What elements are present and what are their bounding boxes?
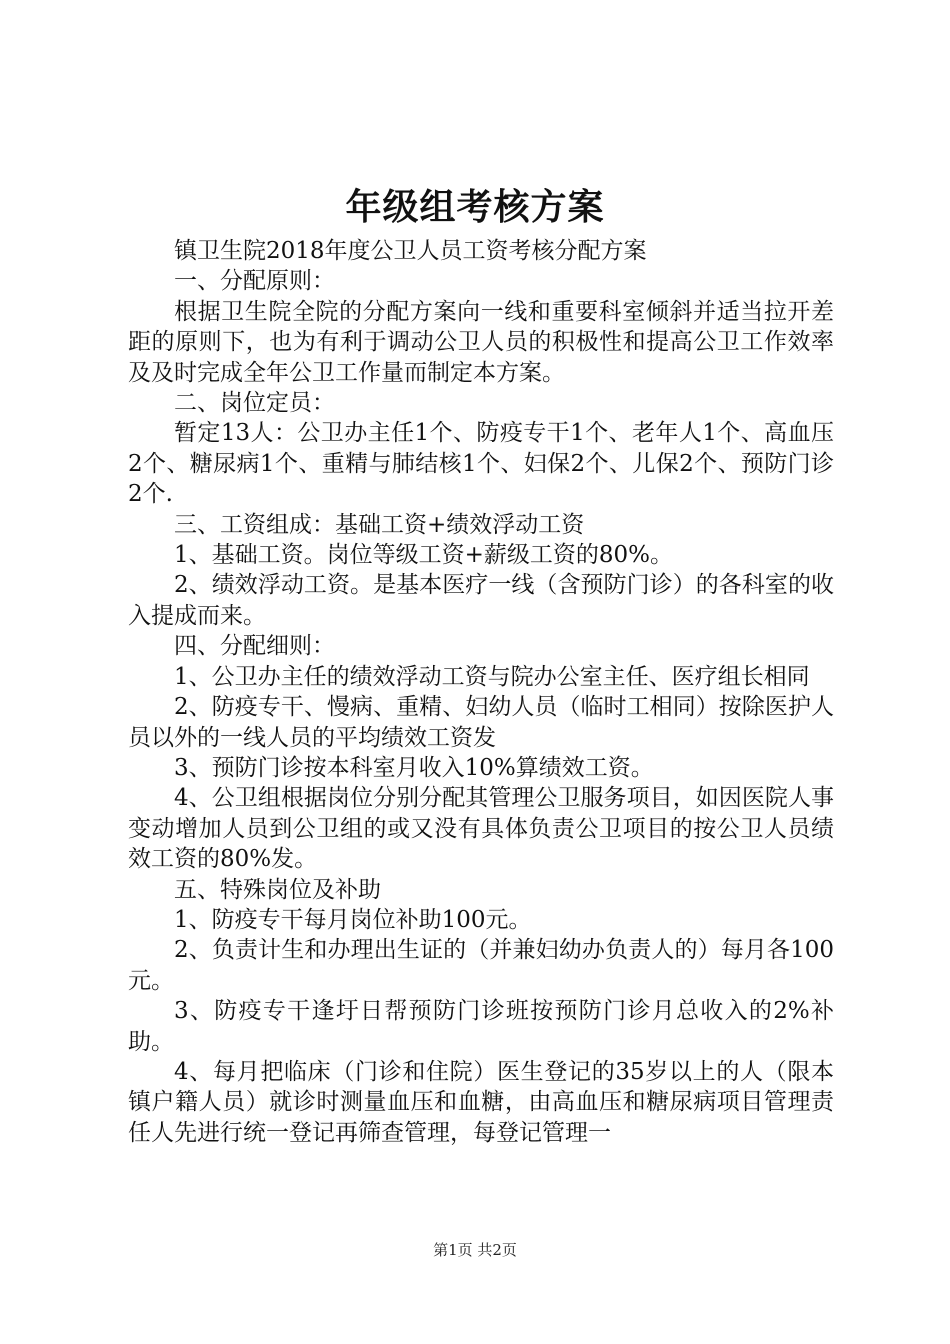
- paragraph: 镇卫生院2018年度公卫人员工资考核分配方案: [174, 238, 647, 264]
- paragraph: 4、每月把临床（门诊和住院）医生登记的35岁以上的人（限本镇户籍人员）就诊时测量血压和血糖，由高血压和糖尿病项目管理责任人先进行统一登记再筛查管理，每登记管理一: [128, 1058, 834, 1146]
- paragraph: 三、工资组成：基础工资+绩效浮动工资: [174, 511, 585, 538]
- paragraph: 2、负责计生和办理出生证的（并兼妇幼办负责人的）每月各100元。: [128, 937, 834, 994]
- paragraph: 1、防疫专干每月岗位补助100元。: [174, 906, 532, 933]
- paragraph: 二、岗位定员：: [174, 390, 335, 417]
- paragraph: 一、分配原则：: [174, 268, 335, 295]
- paragraph: 2、防疫专干、慢病、重精、妇幼人员（临时工相同）按除医护人员以外的一线人员的平均绩效工资发: [128, 694, 834, 751]
- page-number-footer: 第1页 共2页: [433, 1241, 517, 1259]
- paragraph: 3、防疫专干逢圩日帮预防门诊班按预防门诊月总收入的2%补助。: [128, 998, 834, 1055]
- paragraph: 暂定13人：公卫办主任1个、防疫专干1个、老年人1个、高血压2个、糖尿病1个、重精与肺结核1个、妇保2个、儿保2个、预防门诊2个.: [128, 420, 834, 508]
- document-body: [128, 236, 834, 1148]
- paragraph: 2、绩效浮动工资。是基本医疗一线（含预防门诊）的各科室的收入提成而来。: [128, 572, 834, 629]
- paragraph: 五、特殊岗位及补助: [174, 876, 381, 903]
- paragraph: 四、分配细则：: [174, 633, 335, 660]
- paragraph: 根据卫生院全院的分配方案向一线和重要科室倾斜并适当拉开差距的原则下，也为有利于调动公卫人员的积极性和提高公卫工作效率及及时完成全年公卫工作量而制定本方案。: [128, 298, 834, 386]
- paragraph: 3、预防门诊按本科室月收入10%算绩效工资。: [174, 754, 654, 781]
- paragraph: 1、基础工资。岗位等级工资+薪级工资的80%。: [174, 542, 674, 569]
- paragraph: 1、公卫办主任的绩效浮动工资与院办公室主任、医疗组长相同: [174, 663, 810, 690]
- document-title: 年级组考核方案: [345, 187, 605, 228]
- paragraph: 4、公卫组根据岗位分别分配其管理公卫服务项目，如因医院人事变动增加人员到公卫组的或又没有具体负责公卫项目的按公卫人员绩效工资的80%发。: [128, 785, 834, 873]
